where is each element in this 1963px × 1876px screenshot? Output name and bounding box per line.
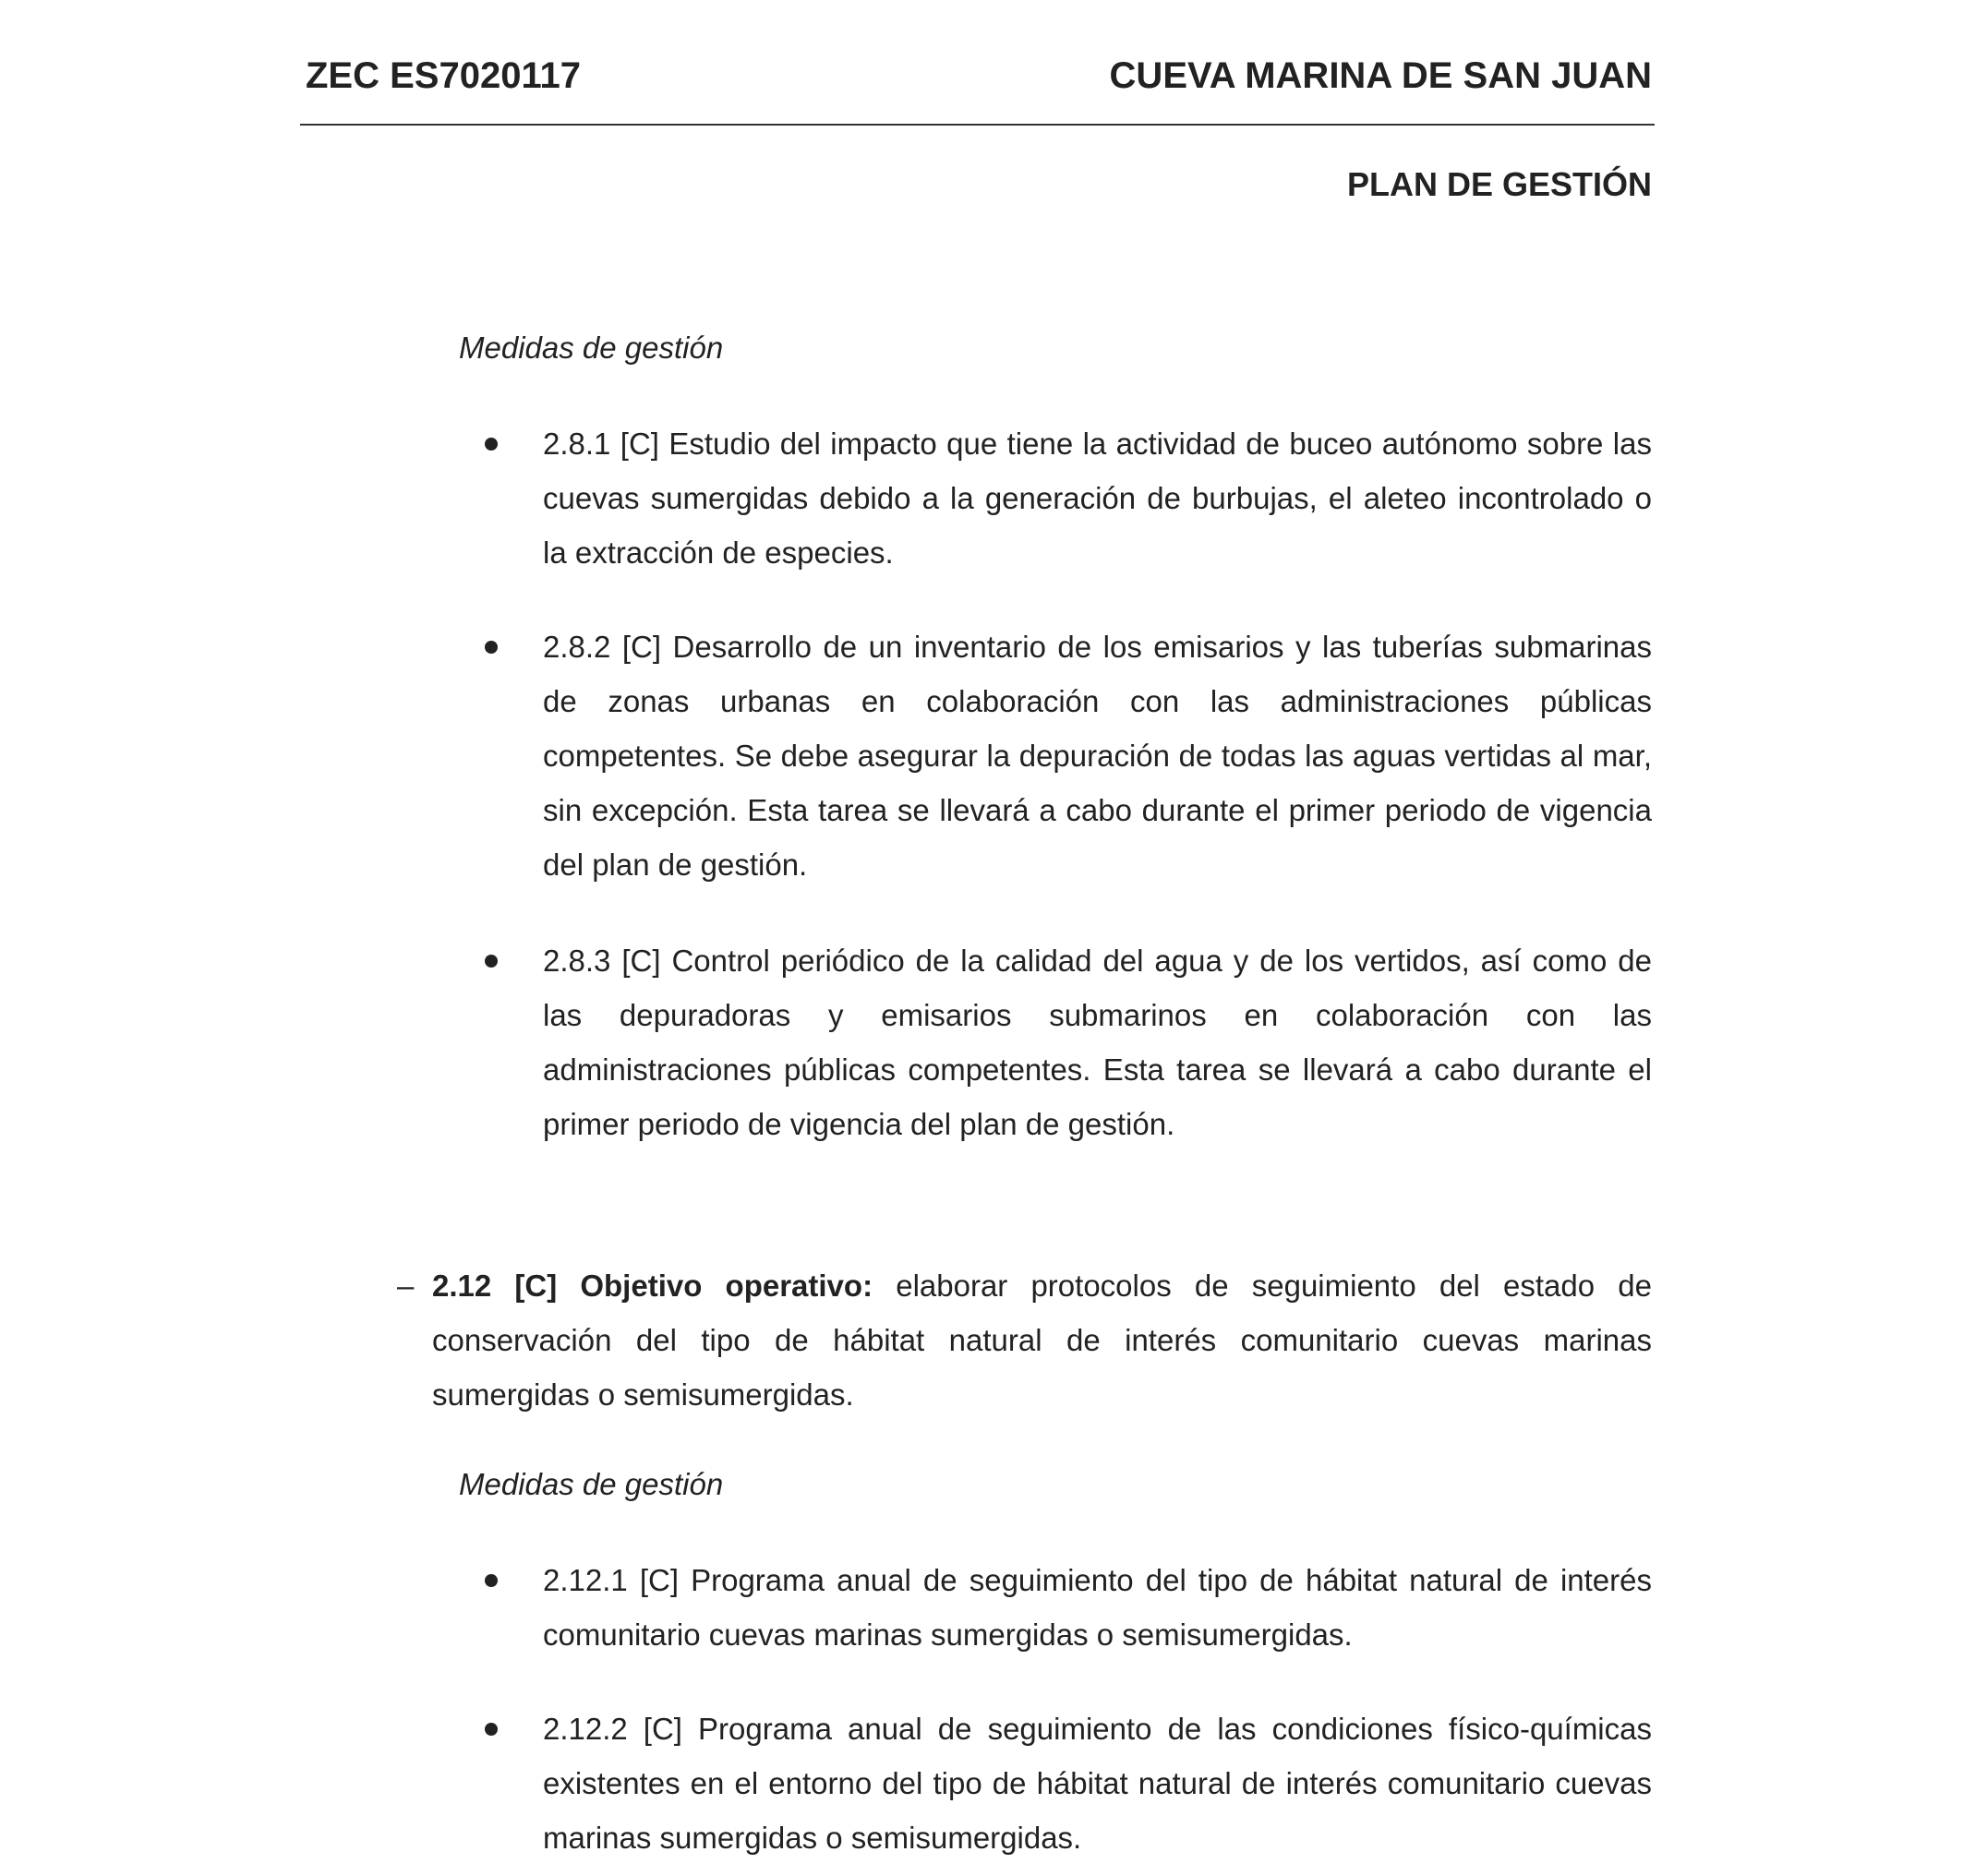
header-site-code: ZEC ES7020117 <box>306 55 581 96</box>
bullet-icon <box>485 1723 498 1736</box>
measures-subheading: Medidas de gestión <box>459 1467 724 1501</box>
measure-2-8-3: 2.8.3 [C] Control periódico de la calidad del agua y de los vertidos, así como de las depuradoras y emisarios submarinos en colaboración con las administraciones públicas competentes. Esta tarea se llevará a cabo durante el primer periodo de vigencia del plan de gestión. <box>543 944 1652 1141</box>
bullet-icon <box>485 955 498 968</box>
objective-2-12 <box>432 1258 1652 1422</box>
dash-bullet-icon: – <box>397 1269 415 1303</box>
bullet-icon <box>485 1574 498 1587</box>
measures-subheading: Medidas de gestión <box>459 331 724 365</box>
measure-2-8-2: 2.8.2 [C] Desarrollo de un inventario de los emisarios y las tuberías submarinas de zonas urbanas en colaboración con las administraciones públicas competentes. Se debe asegurar la depuración de todas las aguas vertidas al mar, sin excepción. Esta tarea se llevará a cabo durante el primer periodo de vigencia del plan de gestión. <box>543 630 1652 882</box>
header-site-name: CUEVA MARINA DE SAN JUAN <box>1109 55 1652 96</box>
header-divider <box>300 124 1655 126</box>
bullet-icon <box>485 438 498 451</box>
measure-2-8-1: 2.8.1 [C] Estudio del impacto que tiene la actividad de buceo autónomo sobre las cuevas sumergidas debido a la generación de burbujas, el aleteo incontrolado o la extracción de especies. <box>543 427 1652 570</box>
document-title: PLAN DE GESTIÓN <box>1346 165 1652 203</box>
bullet-icon <box>485 641 498 654</box>
measure-2-12-2: 2.12.2 [C] Programa anual de seguimiento de las condiciones físico-químicas existentes en el entorno del tipo de hábitat natural de interés comunitario cuevas marinas sumergidas o semisumergidas. <box>543 1712 1652 1855</box>
measure-2-12-1: 2.12.1 [C] Programa anual de seguimiento del tipo de hábitat natural de interés comunitario cuevas marinas sumergidas o semisumergidas. <box>543 1563 1652 1652</box>
objective-label: 2.12 [C] Objetivo operativo: <box>432 1269 873 1303</box>
objective-text: elaborar protocolos de seguimiento del estado de conservación del tipo de hábitat natural de interés comunitario cuevas marinas sumergidas o semisumergidas. <box>432 1269 1652 1412</box>
